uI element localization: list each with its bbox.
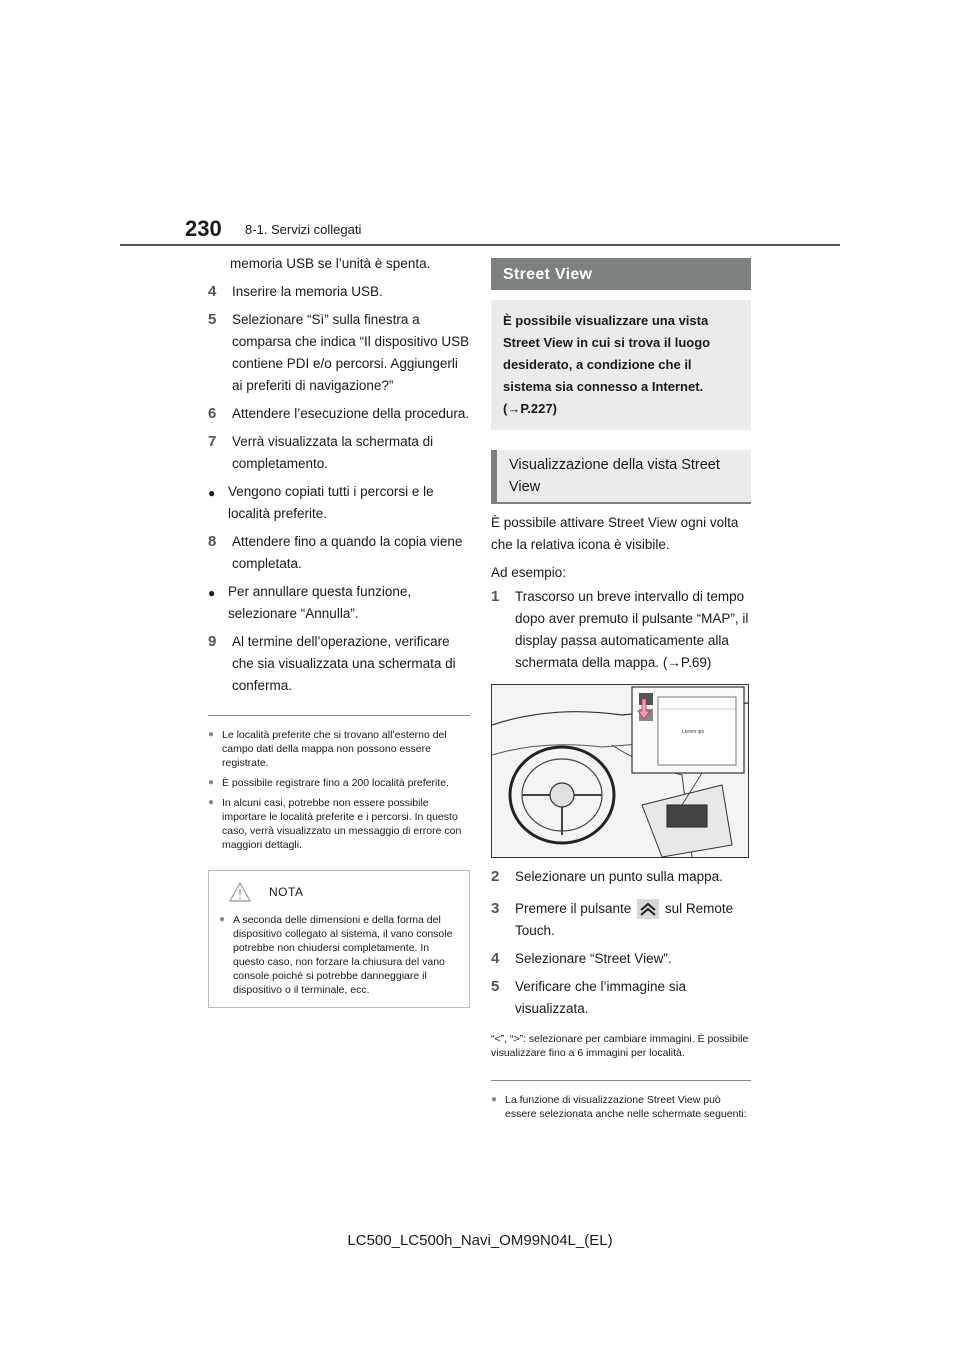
step-text: Inserire la memoria USB. xyxy=(232,284,383,299)
step-item xyxy=(208,531,470,575)
step-item xyxy=(208,309,470,397)
info-text: È possibile registrare fino a 200 località preferite. xyxy=(222,777,450,789)
info-dot-icon: ● xyxy=(208,777,215,788)
street-view-button-icon xyxy=(637,899,659,919)
step-text: Trascorso un breve intervallo di tempo dopo aver premuto il pulsante “MAP”, il display passa automaticamente alla schermata della mappa. (→P.69) xyxy=(515,589,749,670)
page-number: 230 xyxy=(185,216,222,241)
step-text xyxy=(515,898,751,942)
info-dot-icon: ● xyxy=(208,797,215,808)
bullet-text: Per annullare questa funzione, selezionare “Annulla”. xyxy=(228,584,412,621)
step-text: Verrà visualizzata la schermata di completamento. xyxy=(232,434,434,471)
subheading: Visualizzazione della vista Street View xyxy=(491,450,751,504)
step-number: 6 xyxy=(208,405,217,422)
bullet-text: Vengono copiati tutti i percorsi e le località preferite. xyxy=(228,484,434,521)
step-text: Attendere l’esecuzione della procedura. xyxy=(232,406,470,421)
step-item xyxy=(491,976,751,1020)
step-text: Attendere fino a quando la copia viene completata. xyxy=(232,534,463,571)
section-banner: Street View xyxy=(491,258,751,290)
step-number: 8 xyxy=(208,533,217,550)
figure-screen-label: Lorem ips xyxy=(682,729,704,735)
info-text: Le località preferite che si trovano all’esterno del campo dati della mappa non possono essere registrate. xyxy=(222,729,447,769)
step-text: Al termine dell’operazione, verificare che sia visualizzata una schermata di conferma. xyxy=(232,634,456,693)
bullet-dot-icon: ● xyxy=(208,486,216,500)
step-number: 9 xyxy=(208,633,217,650)
step-item xyxy=(491,586,751,674)
step-item xyxy=(491,898,751,942)
step-number: 1 xyxy=(491,588,500,605)
step-item xyxy=(208,403,470,425)
warning-icon xyxy=(229,882,251,902)
left-column xyxy=(208,253,470,1008)
info-item xyxy=(208,796,470,852)
info-text: In alcuni casi, potrebbe non essere possibile importare le località preferite e i percorsi. In questo caso, verrà visualizzato un messaggio di errore con maggiori dettagli. xyxy=(222,797,462,851)
caption: “<”, “>”: selezionare per cambiare immagini. È possibile visualizzare fino a 6 immagini per località. xyxy=(491,1033,749,1059)
step-item xyxy=(208,431,470,475)
info-text: La funzione di visualizzazione Street View può essere selezionata anche nelle schermate seguenti: xyxy=(505,1094,747,1120)
right-column xyxy=(491,258,751,1121)
bullet-item xyxy=(208,581,470,625)
step-text-part: Premere il pulsante xyxy=(515,901,632,916)
step-item xyxy=(208,631,470,697)
info-dot-icon: ● xyxy=(219,914,226,925)
info-item xyxy=(208,776,470,790)
nota-label: NOTA xyxy=(269,885,304,899)
dashboard-drawing xyxy=(492,685,748,857)
step-number: 2 xyxy=(491,868,500,885)
step-text: Selezionare un punto sulla mappa. xyxy=(515,869,723,884)
step-number: 5 xyxy=(208,311,217,328)
nota-box xyxy=(208,870,470,1008)
header-rule xyxy=(120,244,840,246)
step-number: 5 xyxy=(491,978,500,995)
step-text-part: sul Remote Touch. xyxy=(515,901,734,938)
nota-header xyxy=(219,879,459,905)
dashboard-illustration xyxy=(491,684,749,858)
step-number: 4 xyxy=(208,283,217,300)
info-dot-icon: ● xyxy=(491,1094,498,1105)
paragraph: È possibile attivare Street View ogni volta che la relativa icona è visibile. xyxy=(491,515,739,552)
step-item xyxy=(491,948,751,970)
footer-code: LC500_LC500h_Navi_OM99N04L_(EL) xyxy=(347,1232,613,1249)
paragraph: Ad esempio: xyxy=(491,565,567,580)
info-section xyxy=(491,1080,751,1121)
section-title: 8-1. Servizi collegati xyxy=(245,222,362,237)
nota-item xyxy=(219,913,459,997)
step-text: Selezionare “Street View”. xyxy=(515,951,672,966)
info-item xyxy=(491,1093,751,1121)
step-text: Verificare che l’immagine sia visualizzata. xyxy=(515,979,687,1016)
info-section xyxy=(208,715,470,852)
step-item xyxy=(208,281,470,303)
nota-text: A seconda delle dimensioni e della forma del dispositivo collegato al sistema, il vano console potrebbe non chiudersi completamente. In questo caso, non forzare la chiusura del vano console poiché si potrebbe danneggiare il dispositivo o il terminale, ecc. xyxy=(233,914,453,996)
step-number: 4 xyxy=(491,950,500,967)
continuation-text: memoria USB se l’unità è spenta. xyxy=(230,256,431,271)
intro-box: È possibile visualizzare una vista Street View in cui si trova il luogo desiderato, a condizione che il sistema sia connesso a Internet. (→P.227) xyxy=(491,300,751,430)
step-item xyxy=(491,866,751,888)
step-number: 3 xyxy=(491,900,500,917)
info-dot-icon: ● xyxy=(208,729,215,740)
bullet-item xyxy=(208,481,470,525)
info-item xyxy=(208,728,470,770)
step-number: 7 xyxy=(208,433,217,450)
bullet-dot-icon: ● xyxy=(208,586,216,600)
step-text: Selezionare “Sì” sulla finestra a comparsa che indica “Il dispositivo USB contiene PDI e/o percorsi. Aggiungerli ai preferiti di navigazione?” xyxy=(232,312,470,393)
